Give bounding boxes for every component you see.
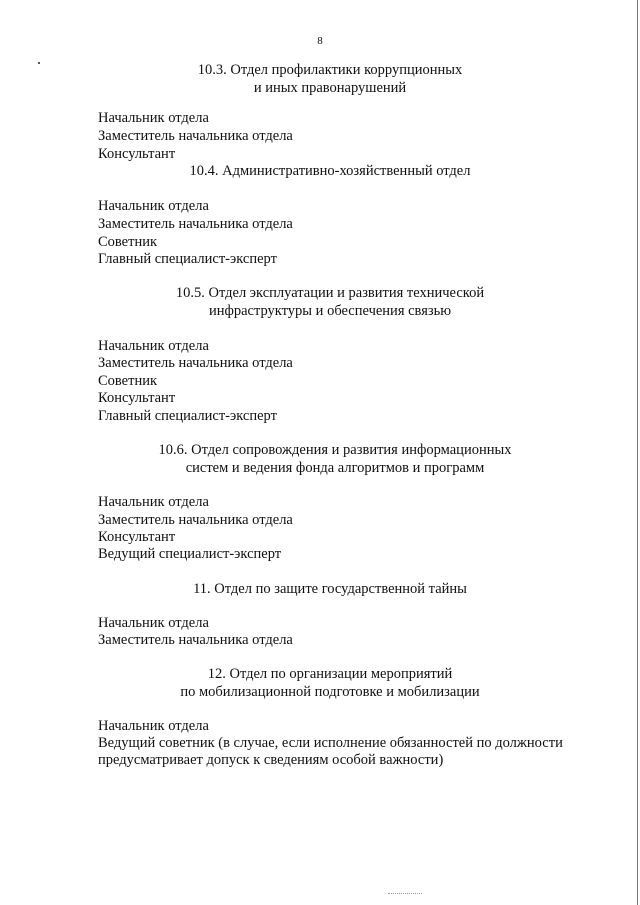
- position-item: Главный специалист-эксперт: [98, 408, 277, 424]
- position-item: Заместитель начальника отдела: [98, 512, 293, 528]
- section-title-line: систем и ведения фонда алгоритмов и программ: [185, 460, 485, 476]
- position-item: Заместитель начальника отдела: [98, 632, 293, 648]
- position-item: Советник: [98, 234, 158, 250]
- scan-bottom-mark: [388, 893, 422, 895]
- section-title-line: по мобилизационной подготовке и мобилизации: [180, 684, 480, 700]
- position-item: Начальник отдела: [98, 615, 209, 631]
- position-item: Консультант: [98, 146, 176, 162]
- page-number: 8: [317, 35, 323, 47]
- position-item: Консультант: [98, 390, 176, 406]
- section-title-line: 11. Отдел по защите государственной тайны: [193, 581, 467, 597]
- position-item: Главный специалист-эксперт: [98, 251, 277, 267]
- section-title-line: 10.6. Отдел сопровождения и развития информационных: [158, 442, 512, 458]
- section-title-line: и иных правонарушений: [253, 80, 407, 96]
- position-item: Ведущий специалист-эксперт: [98, 546, 282, 562]
- section-title-line: 10.3. Отдел профилактики коррупционных: [197, 62, 463, 78]
- position-item: Начальник отдела: [98, 110, 209, 126]
- position-item: Заместитель начальника отдела: [98, 355, 293, 371]
- section-title-line: инфраструктуры и обеспечения связью: [208, 303, 452, 319]
- section-10-3-title: [130, 61, 530, 97]
- position-item: Начальник отдела: [98, 494, 209, 510]
- section-12-title: [120, 665, 540, 701]
- position-item: Заместитель начальника отдела: [98, 128, 293, 144]
- section-10-4-title: [130, 162, 530, 180]
- section-10-6-title: [105, 441, 565, 477]
- position-item: Советник: [98, 373, 158, 389]
- position-item: Начальник отдела: [98, 338, 209, 354]
- position-item: Ведущий советник (в случае, если исполнение обязанностей по должности предусматривает допуск к сведениям особой важности): [98, 735, 563, 768]
- position-item: Начальник отдела: [98, 718, 209, 734]
- position-item: Заместитель начальника отдела: [98, 216, 293, 232]
- position-item: Начальник отдела: [98, 198, 209, 214]
- section-10-5-title: [110, 284, 550, 320]
- position-item: Консультант: [98, 529, 176, 545]
- section-title-line: 10.5. Отдел эксплуатации и развития технической: [175, 285, 485, 301]
- section-title-line: 10.4. Административно-хозяйственный отдел: [189, 163, 471, 179]
- scan-speck: [38, 62, 40, 64]
- section-title-line: 12. Отдел по организации мероприятий: [207, 666, 453, 682]
- scan-edge-line: [637, 0, 638, 905]
- section-11-title: [130, 580, 530, 598]
